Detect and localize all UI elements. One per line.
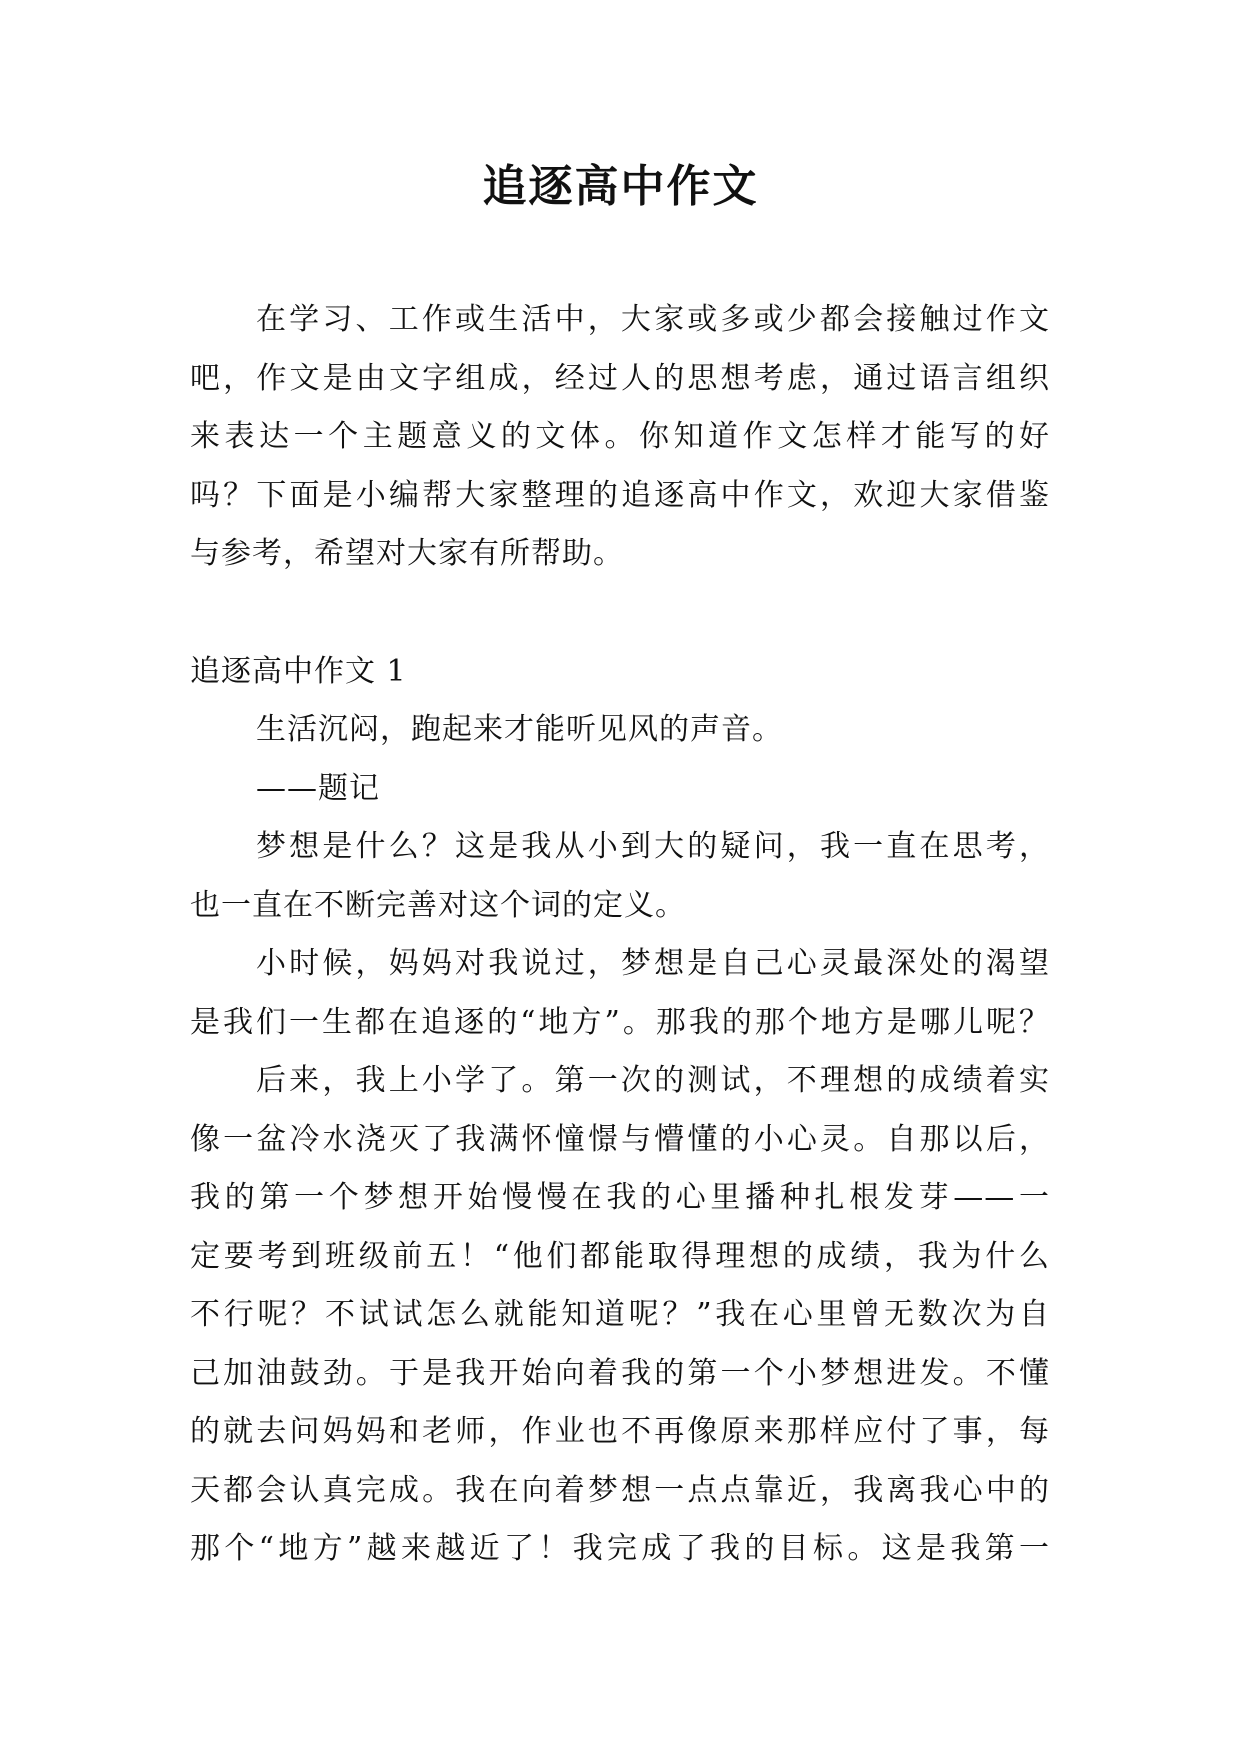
intro-line: 吧，作文是由文字组成，经过人的思想考虑，通过语言组织 [190, 360, 1050, 396]
intro-line: 在学习、工作或生活中，大家或多或少都会接触过作文 [256, 302, 1050, 337]
paragraph-line: 我的第一个梦想开始慢慢在我的心里播种扎根发芽——一 [190, 1180, 1050, 1215]
paragraph-line: 不行呢？不试试怎么就能知道呢？”我在心里曾无数次为自 [190, 1297, 1050, 1332]
body-paragraph [190, 1052, 1050, 1579]
paragraph-line: 己加油鼓劲。于是我开始向着我的第一个小梦想进发。不懂 [190, 1355, 1050, 1391]
body-paragraph [190, 935, 1050, 1052]
paragraph-line: 梦想是什么？这是我从小到大的疑问，我一直在思考， [256, 829, 1050, 864]
paragraph-line: 小时候，妈妈对我说过，梦想是自己心灵最深处的渴望 [256, 946, 1050, 981]
paragraph-line: 天都会认真完成。我在向着梦想一点点靠近，我离我心中的 [190, 1472, 1050, 1508]
paragraph-line: 定要考到班级前五！“他们都能取得理想的成绩，我为什么 [190, 1238, 1050, 1274]
intro-line: 来表达一个主题意义的文体。你知道作文怎样才能写的好 [190, 419, 1050, 454]
paragraph-line: 也一直在不断完善对这个词的定义。 [190, 887, 686, 923]
intro-line: 与参考，希望对大家有所帮助。 [190, 536, 624, 571]
paragraph-line: 那个“地方”越来越近了！我完成了我的目标。这是我第一 [190, 1531, 1050, 1566]
document-title: 追逐高中作文 [482, 161, 759, 212]
epigraph: 生活沉闷，跑起来才能听见风的声音。 [256, 712, 783, 747]
paragraph-line: 的就去问妈妈和老师，作业也不再像原来那样应付了事，每 [190, 1414, 1050, 1449]
paragraph-line: 后来，我上小学了。第一次的测试，不理想的成绩着实 [256, 1063, 1050, 1098]
intro-paragraph [190, 291, 1050, 584]
paragraph-line: 是我们一生都在追逐的“地方”。那我的那个地方是哪儿呢？ [190, 1004, 1050, 1040]
section-heading: 追逐高中作文 1 [190, 653, 407, 689]
paragraph-line: 像一盆冷水浇灭了我满怀憧憬与懵懂的小心灵。自那以后， [190, 1121, 1050, 1157]
epigraph-attribution: ——题记 [256, 770, 380, 806]
body-paragraph [190, 818, 1050, 935]
section-gap [190, 584, 1050, 643]
intro-line: 吗？下面是小编帮大家整理的追逐高中作文，欢迎大家借鉴 [190, 477, 1050, 513]
document-body [190, 291, 1050, 1579]
